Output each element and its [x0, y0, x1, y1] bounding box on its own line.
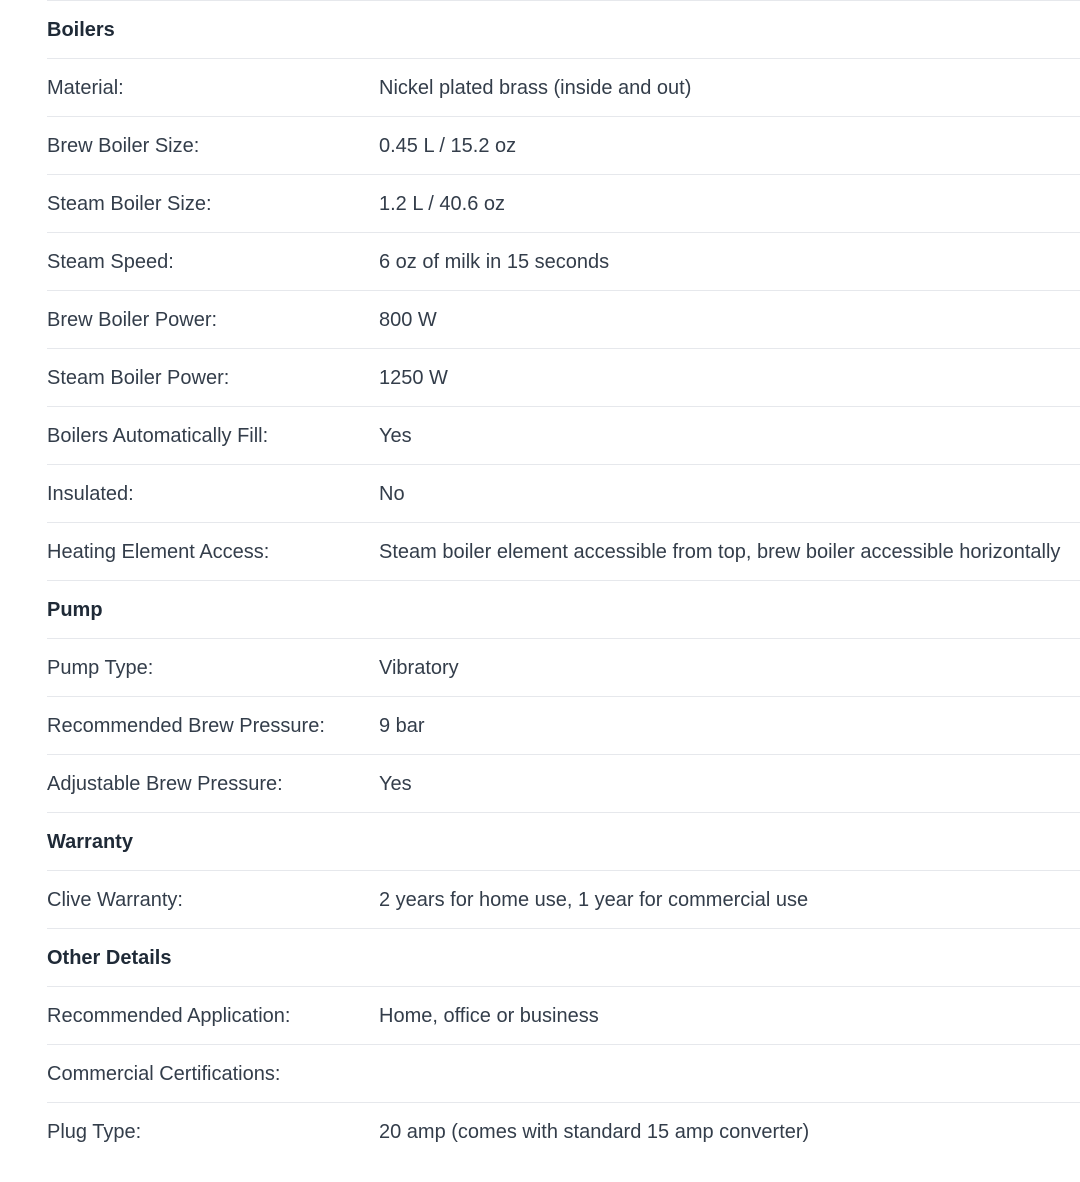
spec-label: Pump Type: [47, 656, 154, 679]
spec-label: Heating Element Access: [47, 540, 270, 563]
spec-row-steam-boiler-power [47, 348, 1080, 406]
spec-label: Insulated: [47, 482, 134, 505]
spec-value: 20 amp (comes with standard 15 amp converter) [379, 1120, 810, 1143]
spec-label: Material: [47, 76, 124, 99]
section-header-boilers [47, 0, 1080, 58]
spec-label: Plug Type: [47, 1120, 142, 1143]
spec-row-recommended-brew-pressure [47, 696, 1080, 754]
spec-value: Steam boiler element accessible from top, brew boiler accessible horizontally [379, 540, 1061, 563]
spec-label: Steam Speed: [47, 250, 174, 273]
spec-row-insulated [47, 464, 1080, 522]
spec-row-material [47, 58, 1080, 116]
spec-row-brew-boiler-power [47, 290, 1080, 348]
section-header-warranty [47, 812, 1080, 870]
spec-row-brew-boiler-size [47, 116, 1080, 174]
spec-label: Adjustable Brew Pressure: [47, 772, 283, 795]
spec-value: 1.2 L / 40.6 oz [379, 192, 506, 215]
spec-value: 800 W [379, 308, 437, 331]
specifications-table [47, 0, 1080, 1160]
spec-row-adjustable-brew-pressure [47, 754, 1080, 812]
spec-row-boilers-automatically-fill [47, 406, 1080, 464]
spec-row-steam-boiler-size [47, 174, 1080, 232]
spec-value: Yes [379, 424, 412, 447]
spec-label: Recommended Application: [47, 1004, 291, 1027]
spec-label: Recommended Brew Pressure: [47, 714, 325, 737]
spec-row-plug-type [47, 1102, 1080, 1160]
spec-row-commercial-certifications [47, 1044, 1080, 1102]
section-header-other-details [47, 928, 1080, 986]
section-header-pump [47, 580, 1080, 638]
spec-value: Nickel plated brass (inside and out) [379, 76, 692, 99]
spec-row-clive-warranty [47, 870, 1080, 928]
spec-row-steam-speed [47, 232, 1080, 290]
section-title: Other Details [47, 946, 172, 969]
spec-label: Steam Boiler Power: [47, 366, 230, 389]
spec-value: 6 oz of milk in 15 seconds [379, 250, 610, 273]
spec-value: No [379, 482, 405, 505]
spec-value: 2 years for home use, 1 year for commercial use [379, 888, 809, 911]
spec-row-pump-type [47, 638, 1080, 696]
spec-label: Brew Boiler Power: [47, 308, 218, 331]
spec-value: Home, office or business [379, 1004, 599, 1027]
spec-label: Steam Boiler Size: [47, 192, 212, 215]
section-title: Boilers [47, 18, 115, 41]
spec-value: 9 bar [379, 714, 425, 737]
spec-row-recommended-application [47, 986, 1080, 1044]
spec-value: 1250 W [379, 366, 448, 389]
spec-label: Clive Warranty: [47, 888, 183, 911]
section-title: Warranty [47, 830, 133, 853]
spec-value: Vibratory [379, 656, 459, 679]
spec-label: Brew Boiler Size: [47, 134, 200, 157]
spec-row-heating-element-access [47, 522, 1080, 580]
spec-label: Boilers Automatically Fill: [47, 424, 269, 447]
spec-value: Yes [379, 772, 412, 795]
spec-label: Commercial Certifications: [47, 1062, 281, 1085]
section-title: Pump [47, 598, 103, 621]
spec-value: 0.45 L / 15.2 oz [379, 134, 517, 157]
